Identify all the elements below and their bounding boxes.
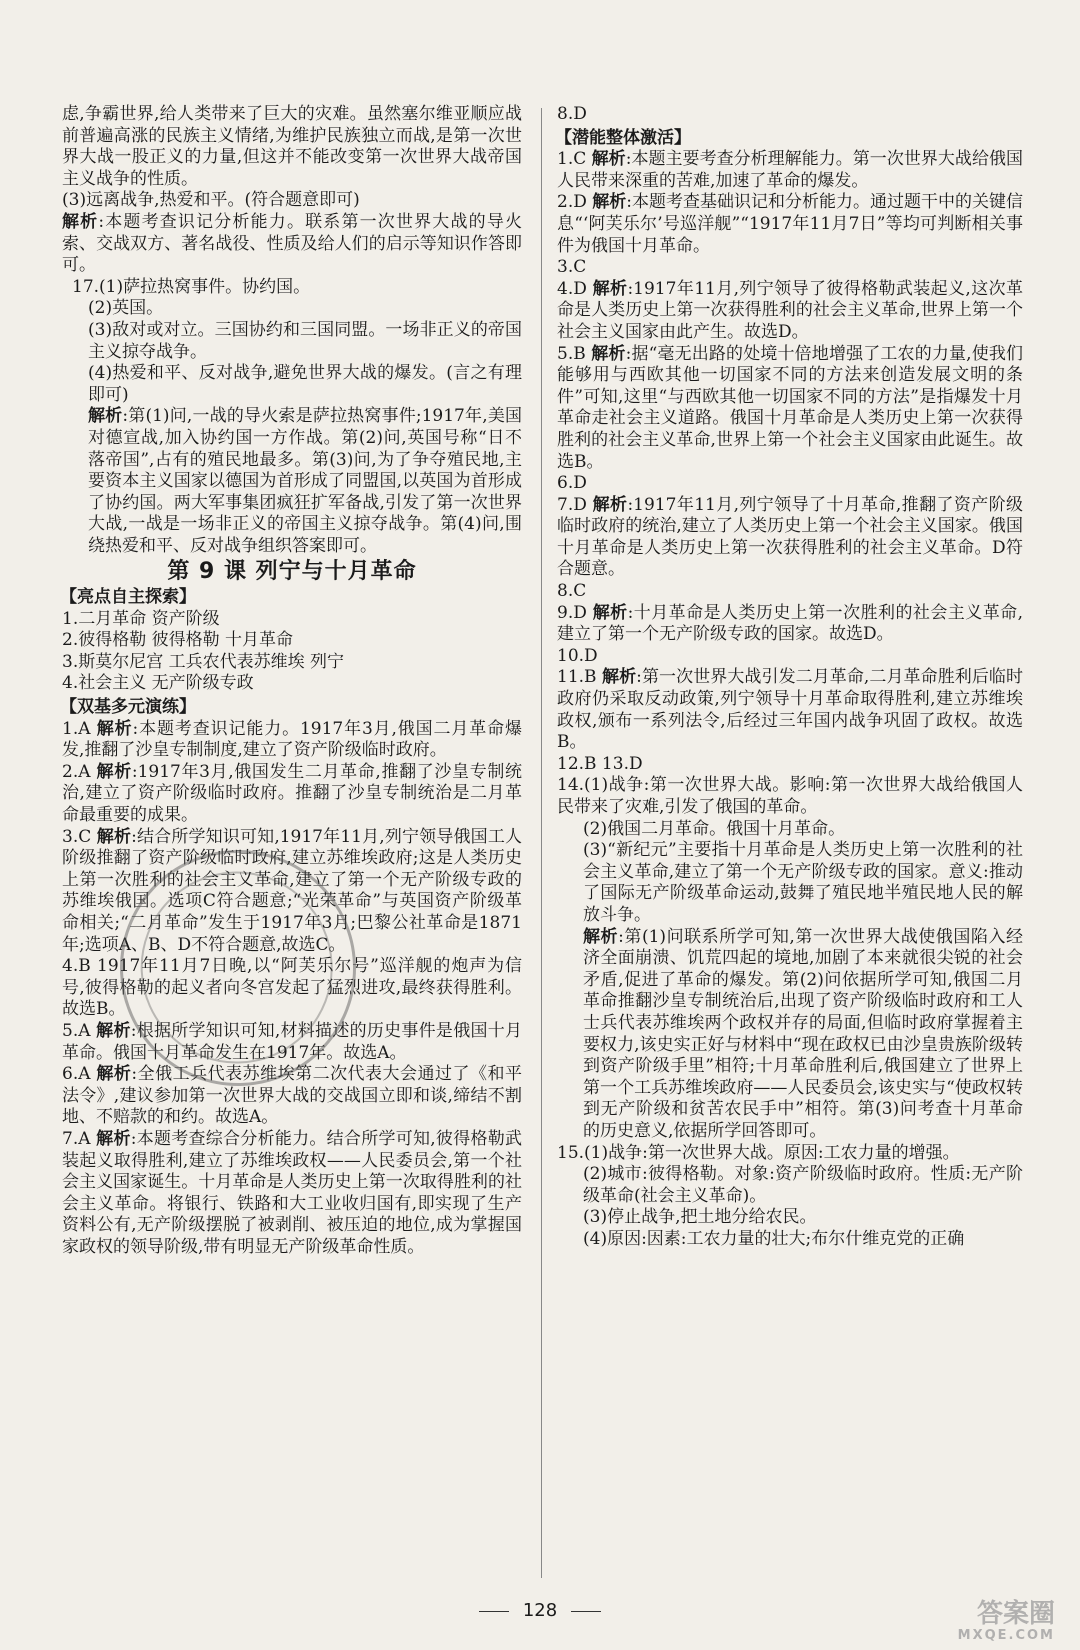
answer-item: 11.B 解析:第一次世界大战引发二月革命,二月革命胜利后临时政府仍采取反动政策,列宁领导十月革命取得胜利,建立苏维埃政权,颁布一系列法令,后经过三年国内战争巩固了政权。故选B。: [557, 667, 1024, 753]
answer-item: 8.C: [557, 581, 587, 602]
answer-item: 6.A 解析:全俄工兵代表苏维埃第二次代表大会通过了《和平法令》,建议参加第一次世界大战的交战国立即和谈,缔结不割地、不赔款的和约。故选A。: [62, 1064, 523, 1128]
answer-15-2: (2)城市:彼得格勒。对象:资产阶级临时政府。性质:无产阶级革命(社会主义革命)。: [583, 1164, 1023, 1206]
answer-14-2: (2)俄国二月革命。俄国十月革命。: [583, 818, 846, 839]
answer-item: 3.C: [557, 257, 587, 278]
answer-item: 1.C 解析:本题主要考查分析理解能力。第一次世界大战给俄国人民带来深重的苦难,加速了革命的爆发。: [557, 149, 1023, 191]
answer-17-4: (4)热爱和平、反对战争,避免世界大战的爆发。(言之有理即可): [88, 363, 522, 405]
analysis-17: 解析:第(1)问,一战的导火索是萨拉热窝事件;1917年,美国对德宣战,加入协约国一方作战。第(2)问,英国号称“日不落帝国”,占有的殖民地最多。第(3)问,为了争夺殖民地,主要资本主义国家以德国为首形成了同盟国,以英国为首形成了协约国。两大军事集团疯狂扩军备战,引发了第一次世界大战,一战是一场非正义的帝国主义掠夺战争。第(4)问,围绕热爱和平、反对战争组织答案即可。: [88, 406, 523, 556]
answer-item: 2.D 解析:本题考查基础识记和分析能力。通过题干中的关键信息“‘阿芙乐尔’号巡洋舰”“1917年11月7日”等均可判断相关事件为俄国十月革命。: [557, 192, 1023, 256]
answer-item: 7.D 解析:1917年11月,列宁领导了十月革命,推翻了资产阶级临时政府的统治,建立了人类历史上第一个社会主义国家。俄国十月革命是人类历史上第一次获得胜利的社会主义革命。D符合题意。: [557, 494, 1024, 580]
analysis-16: 解析:本题考查识记分析能力。联系第一次世界大战的导火索、交战双方、著名战役、性质及给人们的启示等知识作答即可。: [62, 211, 522, 276]
left-column: [62, 104, 522, 1258]
answer-item: 4.B 1917年11月7日晚,以“阿芙乐尔号”巡洋舰的炮声为信号,彼得格勒的起义者向冬宫发起了猛烈进攻,最终获得胜利。故选B。: [62, 956, 522, 1020]
answer-item: 4.D 解析:1917年11月,列宁领导了彼得格勒武装起义,这次革命是人类历史上第一次获得胜利的社会主义革命,世界上第一个社会主义国家由此产生。故选D。: [557, 278, 1024, 342]
answer-item: 10.D: [557, 645, 598, 666]
answer-14-1: 14.(1)战争:第一次世界大战。影响:第一次世界大战给俄国人民带来了灾难,引发了俄国的革命。: [557, 775, 1023, 817]
analysis-14: 解析:第(1)问联系所学可知,第一次世界大战使俄国陷入经济全面崩溃、饥荒四起的境地,加剧了本来就很尖锐的社会矛盾,促进了革命的爆发。第(2)问依据所学可知,俄国二月革命推翻沙皇专制统治后,出现了资产阶级临时政府和工人士兵代表苏维埃两个政权并存的局面,但临时政府掌握着主要权力,该史实正好与材料中“现在政权已由沙皇贵族阶级转到资产阶级手里”相符;十月革命胜利后,俄国建立了世界上第一个工兵苏维埃政府——人民委员会,该史实与“使政权转到无产阶级和贫苦农民手中”相符。第(3)问考查十月革命的历史意义,依据所学回答即可。: [583, 926, 1023, 1141]
watermark-url: MXQE.COM: [957, 1628, 1055, 1643]
answer-15-1: 15.(1)战争:第一次世界大战。原因:工农力量的增强。: [557, 1142, 960, 1163]
answer-16-3: (3)远离战争,热爱和平。(符合题意即可): [62, 190, 360, 211]
answer-15-4: (4)原因:因素:工农力量的壮大;布尔什维克党的正确: [583, 1228, 965, 1249]
answer-14-3: (3)“新纪元”主要指十月革命是人类历史上第一次胜利的社会主义革命,建立了第一个无产阶级专政的国家。意义:推动了国际无产阶级革命运动,鼓舞了殖民地半殖民地人民的解放斗争。: [583, 840, 1023, 925]
section-1-item: 4.社会主义 无产阶级专政: [62, 673, 254, 694]
answer-15-3: (3)停止战争,把土地分给农民。: [583, 1207, 817, 1228]
footer-dash-left: [479, 1611, 509, 1612]
page-number: 128: [522, 1600, 558, 1621]
section-heading-1: 【亮点自主探索】: [60, 587, 196, 608]
answer-item: 5.B 解析:据“毫无出路的处境十倍地增强了工农的力量,使我们能够用与西欧其他一切国家不同的方法来创造发展文明的条件”可知,这里“与西欧其他一切国家不同的方法”是指爆发十月革命走社会主义道路。俄国十月革命是人类历史上第一次获得胜利的社会主义革命,世界上第一个社会主义国家由此诞生。故选B。: [557, 343, 1024, 472]
site-watermark: [905, 1600, 1055, 1644]
section-heading-2: 【双基多元演练】: [60, 697, 196, 718]
answer-17-1: 17.(1)萨拉热窝事件。协约国。: [72, 276, 311, 297]
section-1-item: 2.彼得格勒 彼得格勒 十月革命: [62, 630, 294, 651]
answer-item: 5.A 解析:根据所学知识可知,材料描述的历史事件是俄国十月革命。俄国十月革命发生在1917年。故选A。: [62, 1020, 522, 1063]
right-column: [557, 104, 1023, 1250]
section-1-item: 3.斯莫尔尼宫 工兵农代表苏维埃 列宁: [62, 651, 345, 672]
paragraph-continuation: 虑,争霸世界,给人类带来了巨大的灾难。虽然塞尔维亚顺应战前普遍高涨的民族主义情绪,为维护民族独立而战,是第一次世界大战一股正义的力量,但这并不能改变第一次世界大战帝国主义战争的性质。: [62, 104, 522, 189]
answer-item: 6.D: [557, 473, 587, 494]
answer-item: 12.B 13.D: [557, 753, 643, 774]
answer-item: 8.D: [557, 104, 587, 124]
answer-item: 7.A 解析:本题考查综合分析能力。结合所学可知,彼得格勒武装起义取得胜利,建立了苏维埃政权——人民委员会,第一个社会主义国家诞生。十月革命是人类历史上第一次取得胜利的社会主义革命。将银行、铁路和大工业收归国有,即实现了生产资料公有,无产阶级摆脱了被剥削、被压迫的地位,成为掌握国家政权的领导阶级,带有明显无产阶级革命性质。: [62, 1128, 522, 1257]
watermark-title: 答案圈: [976, 1599, 1055, 1629]
section-1-item: 1.二月革命 资产阶级: [62, 608, 220, 629]
answer-item: 1.A 解析:本题考查识记能力。1917年3月,俄国二月革命爆发,推翻了沙皇专制制度,建立了资产阶级临时政府。: [62, 718, 523, 761]
column-divider: [541, 108, 542, 1578]
answer-item: 3.C 解析:结合所学知识可知,1917年11月,列宁领导俄国工人阶级推翻了资产阶级临时政府,建立苏维埃政府;这是人类历史上第一次胜利的社会主义革命,建立了第一个无产阶级专政的苏维埃俄国。选项C符合题意;“光荣革命”与英国资产阶级革命相关;“二月革命”发生于1917年3月;巴黎公社革命是1871年;选项A、B、D不符合题意,故选C。: [62, 826, 522, 955]
lesson-title: 第 9 课 列宁与十月革命: [167, 559, 417, 585]
answer-item: 2.A 解析:1917年3月,俄国发生二月革命,推翻了沙皇专制统治,建立了资产阶级临时政府。推翻了沙皇专制统治是二月革命最重要的成果。: [62, 761, 522, 825]
section-heading-3: 【潜能整体激活】: [555, 127, 691, 148]
footer-dash-right: [571, 1611, 601, 1612]
answer-17-3: (3)敌对或对立。三国协约和三国同盟。一场非正义的帝国主义掠夺战争。: [88, 319, 522, 362]
answer-item: 9.D 解析:十月革命是人类历史上第一次胜利的社会主义革命,建立了第一个无产阶级专政的国家。故选D。: [557, 602, 1023, 645]
answer-17-2: (2)英国。: [88, 298, 164, 319]
